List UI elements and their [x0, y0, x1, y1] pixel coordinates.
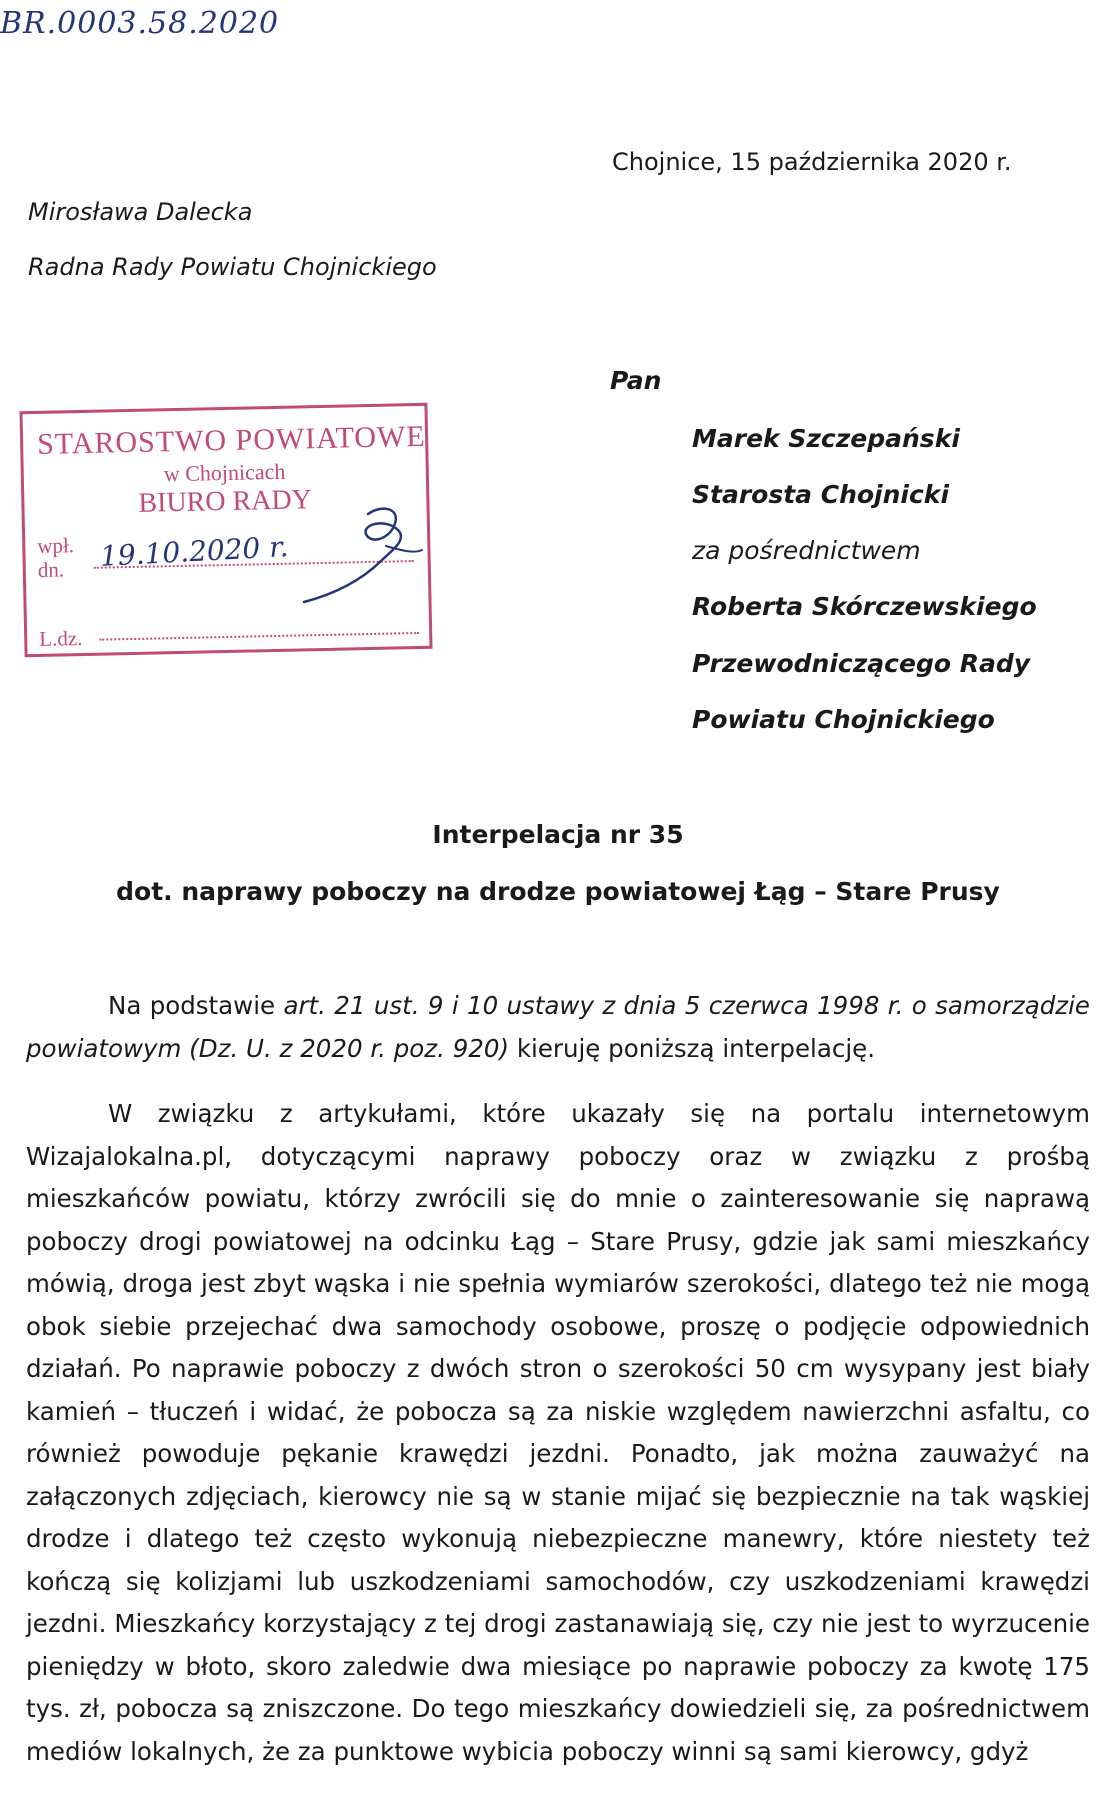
stamp-ldz-label: L.dz. [38, 626, 83, 651]
main-body-text: W związku z artykułami, które ukazały się na portalu internetowym Wizajalokalna.pl, dotyczącymi naprawy poboczy oraz w związku z prośbą mieszkańców powiatu, którzy zwrócili się do mnie o zainteresowanie się naprawą poboczy drogi powiatowej na odcinku Łąg – Stare Prusy, gdzie jak sami mieszkańcy mówią, droga jest zbyt wąska i nie spełnia wymiarów szerokości, dlatego też nie mogą obok siebie przejechać dwa samochody osobowe, proszę o podjęcie odpowiednich działań. Po naprawie poboczy z dwóch stron o szerokości 50 cm wysypany jest biały kamień – tłuczeń i widać, że pobocza są za niskie względem nawierzchni asfaltu, co również powoduje pękanie krawędzi jezdni. Ponadto, jak można zauważyć na załączonych zdjęciach, kierowcy nie są w stanie mijać się bezpiecznie na tak wąskiej drodze i dlatego też często wykonują niebezpieczne manewry, które niestety też kończą się kolizjami lub uszkodzeniami samochodów, czy uszkodzeniami krawędzi jezdni. Mieszkańcy korzystający z tej drogi zastanawiają się, czy nie jest to wyrzucenie pieniędzy w błoto, skoro zaledwie dwa miesiące po naprawie poboczy za kwotę 175 tys. zł, pobocza są zniszczone. Do tego mieszkańcy dowiedzieli się, za pośrednictwem mediów lokalnych, że za punktowe wybicia poboczy winni są sami kierowcy, gdyż [26, 1099, 1090, 1766]
signature-mark [290, 500, 430, 610]
stamp-department: BIURO RADY [138, 484, 313, 519]
paragraph-closing-text: kieruję poniższą interpelację. [509, 1033, 876, 1063]
legal-reference: art. 21 ust. 9 i 10 ustawy z dnia 5 czerwca 1998 r. o samorządzie powiatowym (Dz. U. z 2020 r. poz. 920) [26, 991, 1090, 1063]
paragraph-main-body [26, 1093, 1090, 1773]
interpellation-title: Interpelacja nr 35 [432, 820, 684, 849]
stamp-office-name: STAROSTWO POWIATOWE [36, 419, 426, 461]
stamp-received-label-line1: wpł. [37, 533, 75, 558]
stamp-ldz-dotted-line [99, 632, 419, 641]
paragraph-legal-basis [26, 985, 1090, 1070]
recipient-via: za pośrednictwem [692, 536, 921, 565]
via-name: Roberta Skórczewskiego [692, 592, 1037, 621]
sender-name: Mirosława Dalecka [28, 198, 253, 226]
stamp-received-label-line2: dn. [37, 557, 65, 582]
date-line: Chojnice, 15 października 2020 r. [612, 148, 1012, 176]
via-position-line1: Przewodniczącego Rady [692, 649, 1031, 678]
recipient-name: Marek Szczepański [692, 424, 960, 453]
paragraph-intro-text: Na podstawie [108, 991, 284, 1020]
stamp-handwritten-date: 19.10.2020 r. [99, 530, 290, 573]
interpellation-subject: dot. naprawy poboczy na drodze powiatowej Łąg – Stare Prusy [116, 877, 1000, 906]
handwritten-reference-number: BR.0003.58.2020 [0, 6, 280, 41]
recipient-position: Starosta Chojnicki [692, 480, 950, 509]
stamp-received-label [37, 533, 75, 582]
sender-title: Radna Rady Powiatu Chojnickiego [28, 253, 437, 281]
recipient-salutation: Pan [610, 366, 662, 395]
via-position-line2: Powiatu Chojnickiego [692, 705, 995, 734]
stamp-city: w Chojnicach [163, 458, 286, 487]
